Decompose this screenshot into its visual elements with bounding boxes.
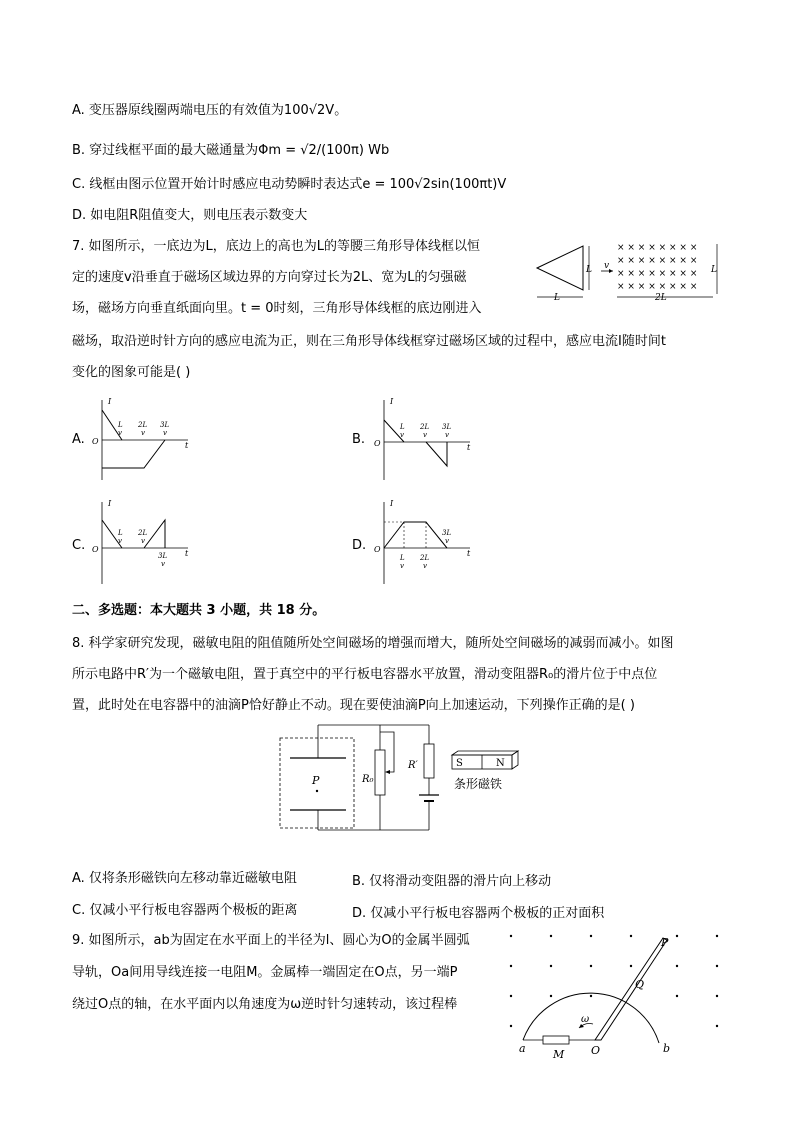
svg-text:t: t	[467, 549, 471, 558]
svg-text:O: O	[374, 545, 381, 554]
svg-text:× × × × × × × ×: × × × × × × × ×	[617, 282, 698, 292]
q7-option-a-label: A.	[72, 432, 85, 447]
metal-rod	[595, 938, 667, 1040]
svg-text:3L: 3L	[442, 423, 452, 431]
point-o-label: O	[591, 1044, 601, 1057]
point-q-label: Q	[635, 978, 645, 991]
svg-text:2L: 2L	[138, 421, 148, 429]
svg-text:v: v	[400, 431, 404, 439]
q9-stem-line1: 9. 如图所示，ab为固定在水平面上的半径为l、圆心为O的金属半圆弧	[72, 933, 470, 948]
svg-text:3L: 3L	[442, 529, 452, 537]
svg-text:I: I	[390, 397, 394, 406]
r0-label: R₀	[362, 774, 374, 785]
q7-fig-v: v	[604, 261, 610, 271]
q7-field-figure	[535, 238, 725, 302]
q7-option-d-label: D.	[352, 538, 367, 553]
point-a-label: a	[519, 1042, 526, 1055]
q9-stem-line3: 绕过O点的轴，在水平面内以角速度为ω逆时针匀速转动，该过程棒	[72, 997, 458, 1012]
magnet-caption: 条形磁铁	[454, 777, 503, 791]
svg-text:v: v	[161, 560, 165, 568]
q8-stem-line1: 8. 科学家研究发现，磁敏电阻的阻值随所处空间磁场的增强而增大，随所处空间磁场的减弱而减小。如图	[72, 636, 674, 651]
q7-graph-d	[370, 498, 480, 588]
q7-fig-L-height: L	[586, 265, 592, 275]
q6-option-c: C. 线框由图示位置开始计时感应电动势瞬时表达式e = 100√2sin(100πt)V	[72, 177, 507, 192]
svg-text:v: v	[445, 537, 449, 545]
point-b-label: b	[663, 1042, 671, 1055]
svg-text:v: v	[445, 431, 449, 439]
svg-text:v: v	[141, 429, 145, 437]
rheostat-r0	[375, 750, 385, 795]
r-prime-label: R′	[408, 760, 418, 771]
svg-text:× × × × × × × ×: × × × × × × × ×	[617, 243, 698, 253]
svg-text:2L: 2L	[138, 529, 148, 537]
omega-label: ω	[581, 1014, 590, 1025]
semicircle-rail	[523, 993, 659, 1043]
q7-option-b-label: B.	[352, 432, 366, 447]
svg-text:O: O	[374, 439, 381, 448]
resistor-m	[543, 1036, 569, 1044]
section-2-title: 二、多选题：本大题共 3 小题，共 18 分。	[72, 603, 326, 618]
q8-option-a: A. 仅将条形磁铁向左移动靠近磁敏电阻	[72, 871, 297, 886]
oil-drop-label: P	[312, 774, 320, 787]
svg-text:v: v	[118, 429, 122, 437]
q9-rotating-rod-figure	[505, 930, 730, 1060]
q7-fig-field-length: 2L	[655, 293, 667, 303]
q7-graph-b	[370, 396, 480, 484]
q8-stem-line3: 置，此时处在电容器中的油滴P恰好静止不动。现在要使油滴P向上加速运动，下列操作正确的是( )	[72, 698, 635, 713]
svg-text:2L: 2L	[420, 554, 430, 562]
svg-text:I: I	[108, 499, 112, 508]
q7-graph-c	[88, 498, 198, 588]
q6-option-d: D. 如电阻R阻值变大，则电压表示数变大	[72, 208, 308, 223]
svg-text:I: I	[390, 499, 394, 508]
svg-text:O: O	[92, 437, 99, 446]
svg-text:t: t	[467, 443, 471, 452]
svg-text:v: v	[141, 537, 145, 545]
q6-option-a: A. 变压器原线圈两端电压的有效值为100√2V。	[72, 103, 348, 118]
q8-circuit-diagram	[274, 720, 524, 835]
magnetic-field-crosses	[617, 243, 697, 292]
resistor-m-label: M	[553, 1048, 565, 1061]
svg-text:I: I	[108, 397, 112, 406]
svg-text:v: v	[423, 431, 427, 439]
svg-text:L: L	[118, 421, 123, 429]
svg-text:v: v	[118, 537, 122, 545]
svg-text:L: L	[400, 423, 405, 431]
q7-stem-line2: 定的速度v沿垂直于磁场区域边界的方向穿过长为2L、宽为L的匀强磁	[72, 270, 467, 285]
q8-option-c: C. 仅减小平行板电容器两个极板的距离	[72, 903, 298, 918]
point-p-label: P	[661, 936, 669, 949]
q7-graph-a	[88, 396, 198, 484]
svg-text:v: v	[423, 562, 427, 570]
magnet-n-label: N	[496, 758, 505, 769]
svg-text:L: L	[118, 529, 123, 537]
svg-text:t: t	[185, 441, 189, 450]
q8-stem-line2: 所示电路中R′为一个磁敏电阻，置于真空中的平行板电容器水平放置，滑动变阻器R₀的滑片位于中点位	[72, 667, 658, 682]
svg-text:2L: 2L	[420, 423, 430, 431]
svg-text:3L: 3L	[160, 421, 170, 429]
svg-text:v: v	[163, 429, 167, 437]
svg-text:L: L	[400, 554, 405, 562]
q7-fig-field-width: L	[711, 265, 717, 275]
triangle-frame	[537, 246, 583, 290]
svg-text:v: v	[400, 562, 404, 570]
q7-stem-line5: 变化的图象可能是( )	[72, 365, 191, 380]
q7-stem-line3: 场，磁场方向垂直纸面向里。t = 0时刻，三角形导体线框的底边刚进入	[72, 301, 482, 316]
q8-option-d: D. 仅减小平行板电容器两个极板的正对面积	[352, 906, 605, 921]
q7-option-c-label: C.	[72, 538, 86, 553]
svg-text:O: O	[92, 545, 99, 554]
q8-option-b: B. 仅将滑动变阻器的滑片向上移动	[352, 874, 552, 889]
q6-option-b: B. 穿过线框平面的最大磁通量为Φm = √2/(100π) Wb	[72, 143, 390, 158]
svg-text:× × × × × × × ×: × × × × × × × ×	[617, 269, 698, 279]
magnet-s-label: S	[456, 758, 463, 769]
q7-stem-line1: 7. 如图所示，一底边为L，底边上的高也为L的等腰三角形导体线框以恒	[72, 239, 481, 254]
q7-stem-line4: 磁场，取沿逆时针方向的感应电流为正，则在三角形导体线框穿过磁场区域的过程中，感应电流I随时间t	[72, 334, 666, 349]
svg-text:3L: 3L	[158, 552, 168, 560]
q9-stem-line2: 导轨，Oa间用导线连接一电阻M。金属棒一端固定在O点，另一端P	[72, 965, 458, 980]
magnetoresistor	[424, 744, 434, 778]
q7-fig-L-base: L	[554, 293, 560, 303]
svg-text:× × × × × × × ×: × × × × × × × ×	[617, 256, 698, 266]
svg-text:t: t	[185, 549, 189, 558]
